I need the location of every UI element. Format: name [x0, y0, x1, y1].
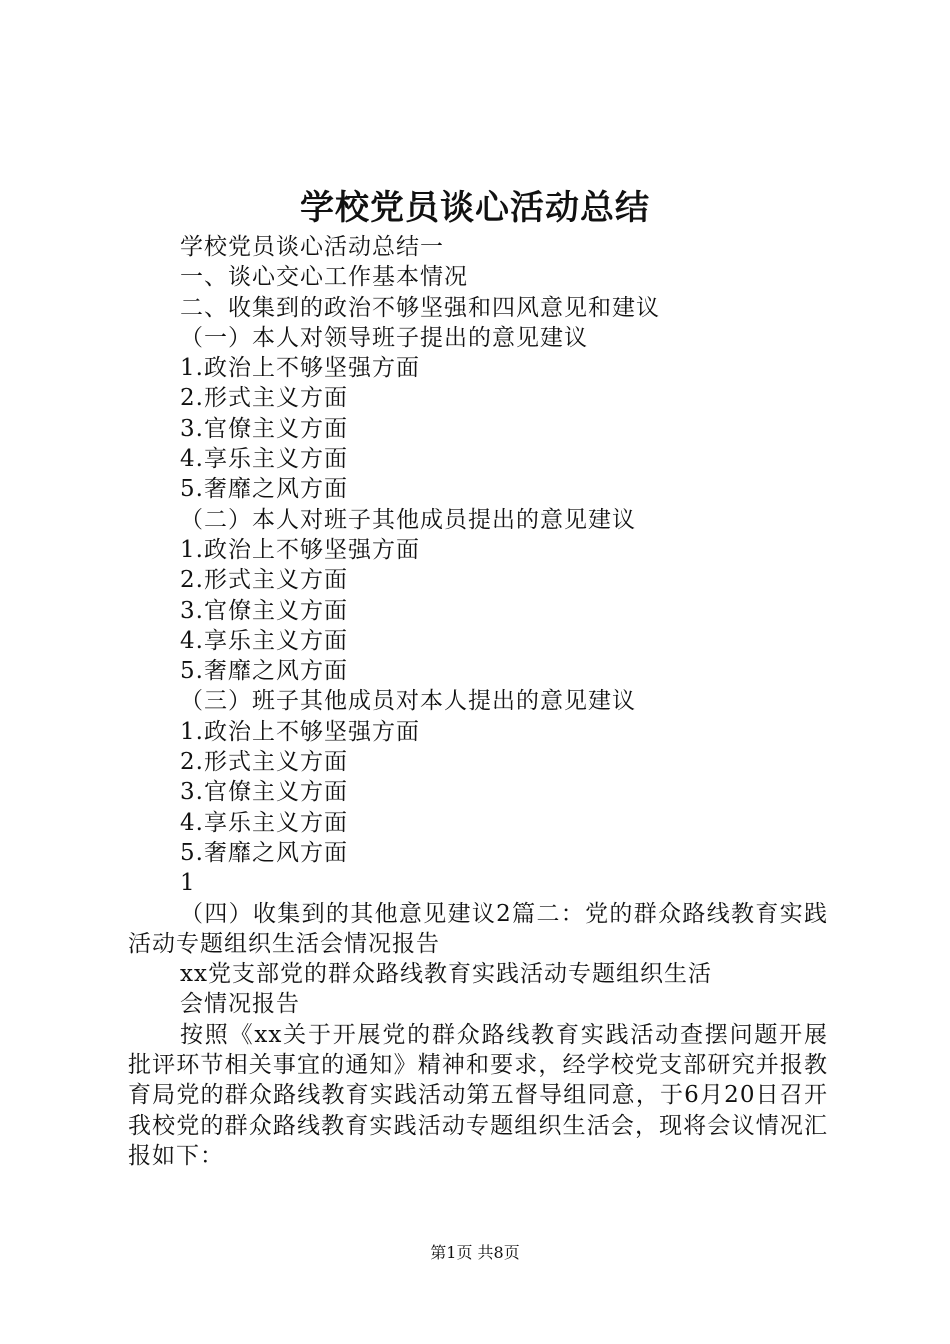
- report-title-line: xx党支部党的群众路线教育实践活动专题组织生活: [180, 961, 712, 988]
- list-item: 4.享乐主义方面: [180, 809, 348, 836]
- list-item: 5.奢靡之风方面: [180, 839, 348, 866]
- list-item: 1.政治上不够坚强方面: [180, 536, 420, 563]
- section-heading: 一、谈心交心工作基本情况: [180, 264, 468, 291]
- list-item: 5.奢靡之风方面: [180, 476, 348, 503]
- list-item: 3.官僚主义方面: [180, 597, 348, 624]
- list-item: 5.奢靡之风方面: [180, 658, 348, 685]
- list-item: 4.享乐主义方面: [180, 627, 348, 654]
- list-item: 4.享乐主义方面: [180, 446, 348, 473]
- document-body: [128, 232, 828, 1171]
- list-item: 3.官僚主义方面: [180, 415, 348, 442]
- list-item: 1.政治上不够坚强方面: [180, 355, 420, 382]
- section-heading: 学校党员谈心活动总结一: [180, 234, 444, 260]
- list-item: 2.形式主义方面: [180, 749, 348, 776]
- page-footer: 第1页 共8页: [430, 1243, 520, 1262]
- subsection-heading: （一）本人对领导班子提出的意见建议: [180, 324, 588, 351]
- list-item: 3.官僚主义方面: [180, 779, 348, 806]
- paragraph-four: （四）收集到的其他意见建议2篇二：党的群众路线教育实践活动专题组织生活会情况报告: [128, 900, 828, 957]
- paragraph-main: 按照《xx关于开展党的群众路线教育实践活动查摆问题开展批评环节相关事宜的通知》精神和要求，经学校党支部研究并报教育局党的群众路线教育实践活动第五督导组同意，于6月20日召开我校党的群众路线教育实践活动专题组织生活会，现将会议情况汇报如下：: [128, 1021, 828, 1169]
- list-item: 2.形式主义方面: [180, 385, 348, 412]
- subsection-heading: （三）班子其他成员对本人提出的意见建议: [180, 688, 636, 715]
- section-heading: 二、收集到的政治不够坚强和四风意见和建议: [180, 294, 660, 321]
- list-item: 1.政治上不够坚强方面: [180, 718, 420, 745]
- document-title: 学校党员谈心活动总结: [300, 188, 650, 228]
- subsection-heading: （二）本人对班子其他成员提出的意见建议: [180, 506, 636, 533]
- list-item: 2.形式主义方面: [180, 567, 348, 594]
- report-title-line: 会情况报告: [180, 991, 300, 1018]
- page-marker: 1: [180, 870, 196, 897]
